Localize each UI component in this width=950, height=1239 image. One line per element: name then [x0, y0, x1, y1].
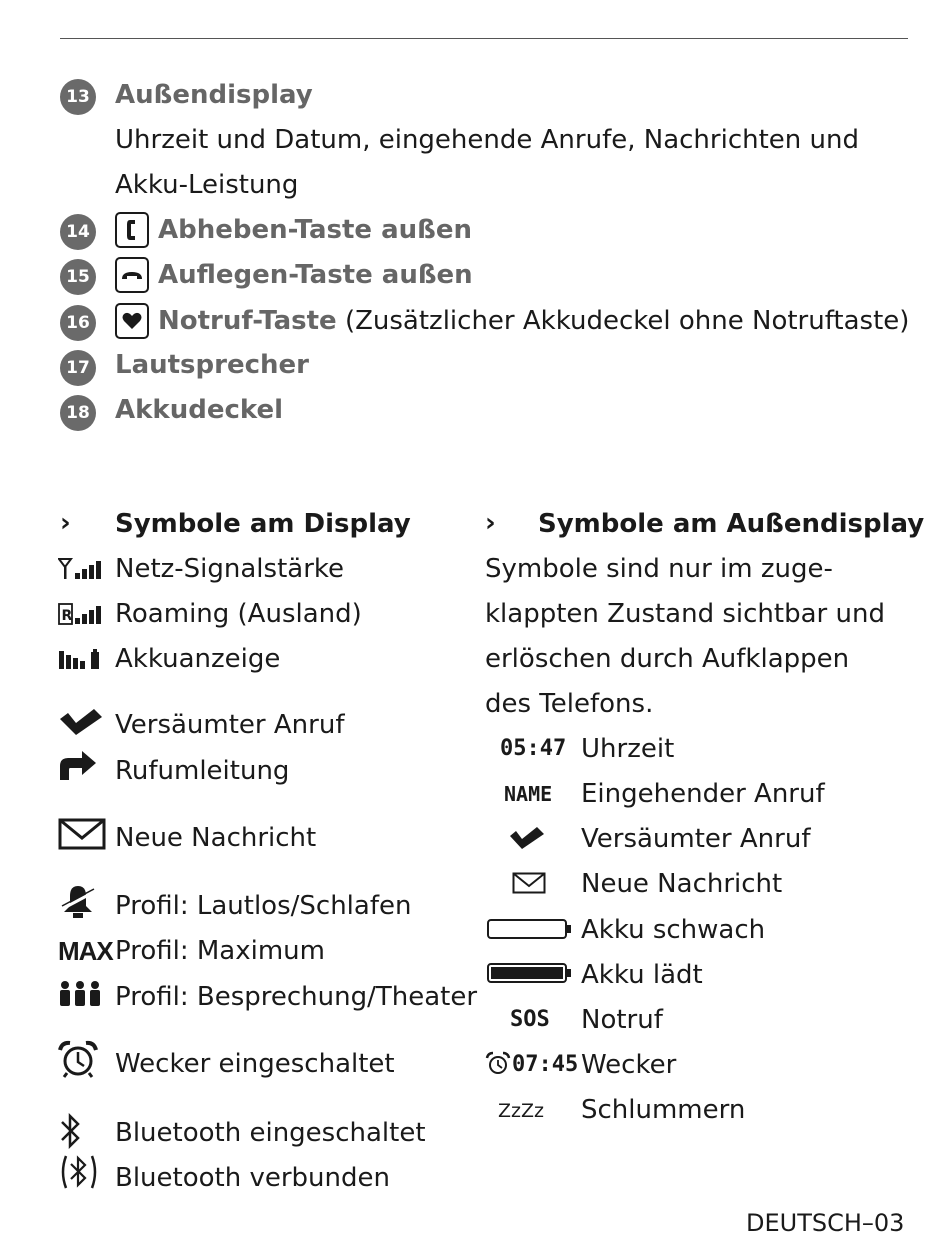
item-title-abheben: Abheben-Taste außen	[158, 215, 473, 245]
max-symbol: MAX	[58, 936, 113, 966]
bluetooth-icon	[58, 1113, 84, 1149]
meeting-people-icon	[58, 980, 102, 1008]
sos-symbol: SOS	[510, 1007, 550, 1032]
label-bt-on: Bluetooth eingeschaltet	[115, 1118, 426, 1148]
label-roaming: Roaming (Ausland)	[115, 599, 362, 629]
label-max: Profil: Maximum	[115, 936, 325, 966]
badge-13: 13	[60, 79, 96, 115]
alarm-time-symbol: 07:45	[512, 1052, 579, 1077]
call-forward-icon	[58, 750, 98, 782]
battery-empty-icon	[487, 918, 573, 940]
alarm-clock-icon	[485, 1051, 511, 1077]
page-footer: DEUTSCH–03	[746, 1209, 905, 1237]
right-para-line1: Symbole sind nur im zuge-	[485, 554, 833, 584]
signal-strength-icon	[58, 557, 108, 581]
missed-call-icon	[58, 707, 104, 737]
item-title-akkudeckel: Akkudeckel	[115, 395, 284, 425]
chevron-right-icon: ›	[485, 508, 496, 538]
label-message: Neue Nachricht	[115, 823, 317, 853]
badge-14: 14	[60, 214, 96, 250]
badge-18: 18	[60, 395, 96, 431]
item-note-notruf: (Zusätzlicher Akkudeckel ohne Notruftaste)	[336, 306, 910, 336]
envelope-icon	[58, 818, 106, 850]
label-alarm: Wecker eingeschaltet	[115, 1049, 395, 1079]
heart-icon	[115, 303, 149, 339]
badge-15: 15	[60, 259, 96, 295]
phone-hangup-icon	[115, 257, 149, 293]
badge-17: 17	[60, 350, 96, 386]
label-bt-connected: Bluetooth verbunden	[115, 1163, 390, 1193]
right-heading: Symbole am Außendisplay	[538, 509, 925, 539]
label-message-outer: Neue Nachricht	[581, 869, 783, 899]
name-symbol: NAME	[504, 782, 553, 806]
label-snooze: Schlummern	[581, 1095, 746, 1125]
silent-bell-icon	[58, 884, 98, 920]
envelope-icon	[512, 872, 546, 894]
left-heading: Symbole am Display	[115, 509, 411, 539]
label-missed: Versäumter Anruf	[115, 710, 345, 740]
bluetooth-connected-icon	[58, 1153, 100, 1191]
time-symbol: 05:47	[500, 736, 567, 761]
svg-text:R: R	[61, 608, 73, 624]
item-desc-line1: Uhrzeit und Datum, eingehende Anrufe, Nachrichten und	[115, 125, 859, 155]
item-notruf	[158, 305, 909, 337]
right-para-line3: erlöschen durch Aufklappen	[485, 644, 850, 674]
snooze-symbol: ZzZz	[498, 1100, 544, 1122]
item-title-notruf: Notruf-Taste	[158, 306, 337, 336]
right-para-line4: des Telefons.	[485, 689, 654, 719]
label-akku-low: Akku schwach	[581, 915, 766, 945]
item-title-auflegen: Auflegen-Taste außen	[158, 260, 473, 290]
label-signal: Netz-Signalstärke	[115, 554, 345, 584]
battery-level-icon	[58, 647, 110, 671]
label-notruf: Notruf	[581, 1005, 663, 1035]
item-title-lautsprecher: Lautsprecher	[115, 350, 309, 380]
label-uhrzeit: Uhrzeit	[581, 734, 675, 764]
right-para-line2: klappten Zustand sichtbar und	[485, 599, 885, 629]
top-rule	[60, 38, 908, 39]
label-meeting: Profil: Besprechung/Theater	[115, 982, 478, 1012]
label-akku: Akkuanzeige	[115, 644, 281, 674]
missed-call-icon	[508, 826, 546, 850]
item-title-aussendisplay: Außendisplay	[115, 80, 313, 110]
badge-16: 16	[60, 305, 96, 341]
alarm-clock-icon	[58, 1040, 98, 1078]
label-incoming: Eingehender Anruf	[581, 779, 825, 809]
chevron-right-icon: ›	[60, 508, 71, 538]
label-forward: Rufumleitung	[115, 756, 290, 786]
item-desc-line2: Akku-Leistung	[115, 170, 299, 200]
label-wecker: Wecker	[581, 1050, 677, 1080]
phone-pickup-icon	[115, 212, 149, 248]
label-missed-outer: Versäumter Anruf	[581, 824, 811, 854]
roaming-icon	[58, 602, 108, 626]
label-akku-charging: Akku lädt	[581, 960, 703, 990]
label-silent: Profil: Lautlos/Schlafen	[115, 891, 412, 921]
battery-full-icon	[487, 962, 573, 984]
